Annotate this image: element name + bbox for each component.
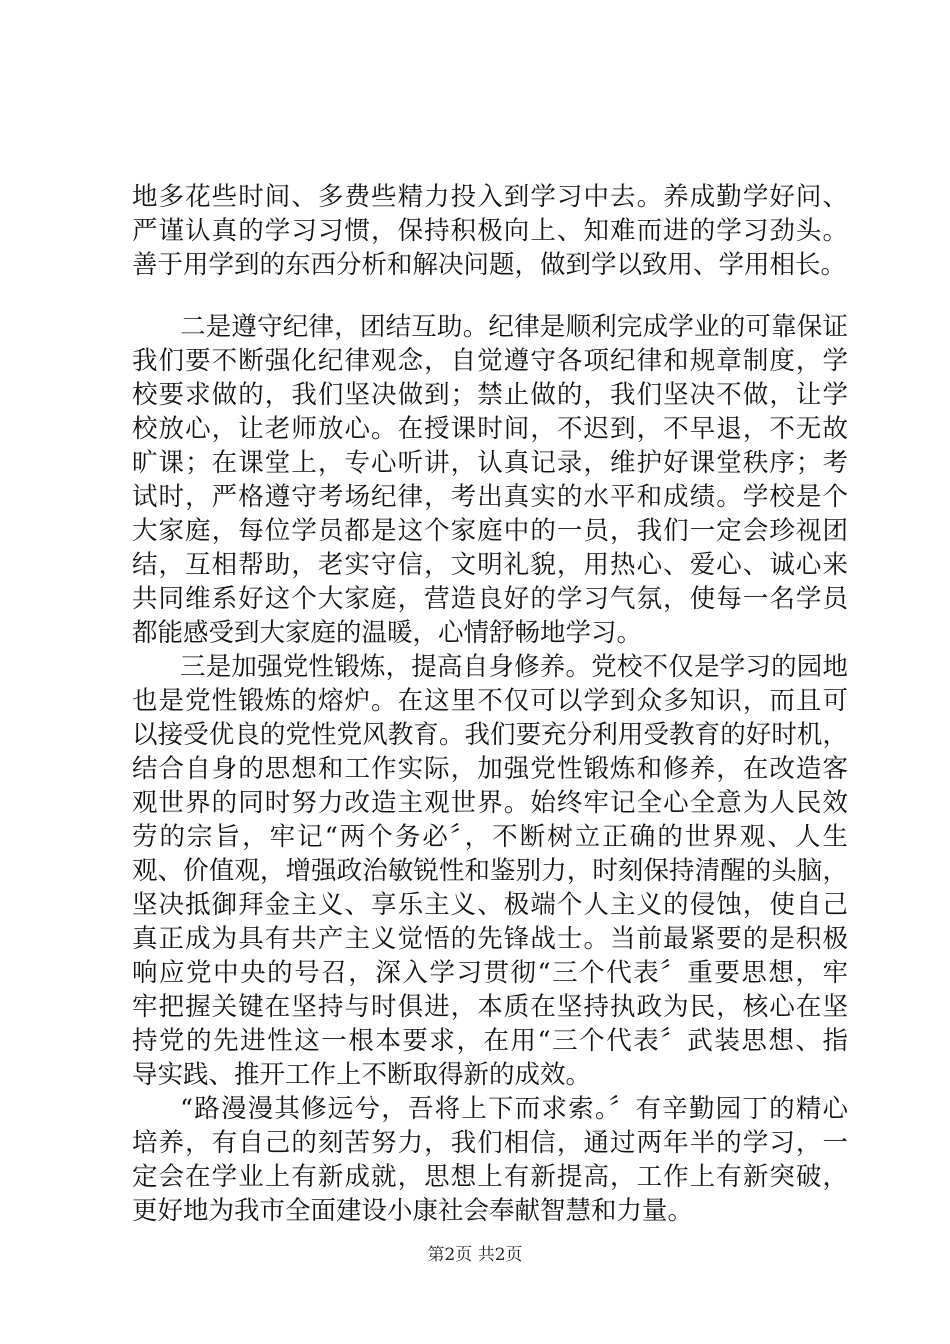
- paragraph-start-line: 二是遵守纪律，团结互助。纪律是顺利完成学业的可靠保证: [180, 312, 848, 342]
- body-line: 结合自身的思想和工作实际，加强党性锻炼和修养，在改造客: [132, 754, 848, 784]
- body-line: 都能感受到大家庭的温暖，心情舒畅地学习。: [132, 618, 643, 648]
- body-line: 校放心，让老师放心。在授课时间，不迟到，不早退，不无故: [132, 414, 848, 444]
- body-line: 结，互相帮助，老实守信，文明礼貌，用热心、爱心、诚心来: [132, 550, 848, 580]
- body-line: 观、价值观，增强政治敏锐性和鉴别力，时刻保持清醒的头脑，: [132, 856, 848, 886]
- body-line: 试时，严格遵守考场纪律，考出真实的水平和成绩。学校是个: [132, 482, 848, 512]
- body-line: 校要求做的，我们坚决做到；禁止做的，我们坚决不做，让学: [132, 380, 848, 410]
- body-line: 共同维系好这个大家庭，营造良好的学习气氛，使每一名学员: [132, 584, 848, 614]
- body-line: 也是党性锻炼的熔炉。在这里不仅可以学到众多知识，而且可: [132, 686, 848, 716]
- paragraph-start-line: “路漫漫其修远兮，吾将上下而求索。〞有辛勤园丁的精心: [180, 1094, 848, 1124]
- page-footer: 第2页 共2页: [427, 1245, 523, 1265]
- paragraph-start-line: 三是加强党性锻炼，提高自身修养。党校不仅是学习的园地: [180, 652, 848, 682]
- body-line: 观世界的同时努力改造主观世界。始终牢记全心全意为人民效: [132, 788, 848, 818]
- body-line: 牢把握关键在坚持与时俱进，本质在坚持执政为民，核心在坚: [132, 992, 848, 1022]
- body-line: 持党的先进性这一根本要求，在用“三个代表〞武装思想、指: [132, 1026, 848, 1056]
- body-line: 以接受优良的党性党风教育。我们要充分利用受教育的好时机，: [132, 720, 848, 750]
- body-line: 我们要不断强化纪律观念，自觉遵守各项纪律和规章制度，学: [132, 346, 848, 376]
- body-line: 定会在学业上有新成就，思想上有新提高，工作上有新突破，: [132, 1162, 848, 1192]
- body-line: 响应党中央的号召，深入学习贯彻“三个代表〞重要思想，牢: [132, 958, 848, 988]
- body-line: 更好地为我市全面建设小康社会奉献智慧和力量。: [132, 1196, 694, 1226]
- body-line: 劳的宗旨，牢记“两个务必〞，不断树立正确的世界观、人生: [132, 822, 848, 852]
- body-line: 培养，有自己的刻苦努力，我们相信，通过两年半的学习，一: [132, 1128, 848, 1158]
- body-line: 真正成为具有共产主义觉悟的先锋战士。当前最紧要的是积极: [132, 924, 848, 954]
- body-line: 地多花些时间、多费些精力投入到学习中去。养成勤学好问、: [132, 182, 848, 212]
- body-line: 善于用学到的东西分析和解决问题，做到学以致用、学用相长。: [132, 250, 847, 280]
- body-line: 旷课；在课堂上，专心听讲，认真记录，维护好课堂秩序；考: [132, 448, 848, 478]
- body-line: 大家庭，每位学员都是这个家庭中的一员，我们一定会珍视团: [132, 516, 848, 546]
- body-line: 严谨认真的学习习惯，保持积极向上、知难而进的学习劲头。: [132, 216, 848, 246]
- body-line: 坚决抵御拜金主义、享乐主义、极端个人主义的侵蚀，使自己: [132, 890, 848, 920]
- body-line: 导实践、推开工作上不断取得新的成效。: [132, 1060, 592, 1090]
